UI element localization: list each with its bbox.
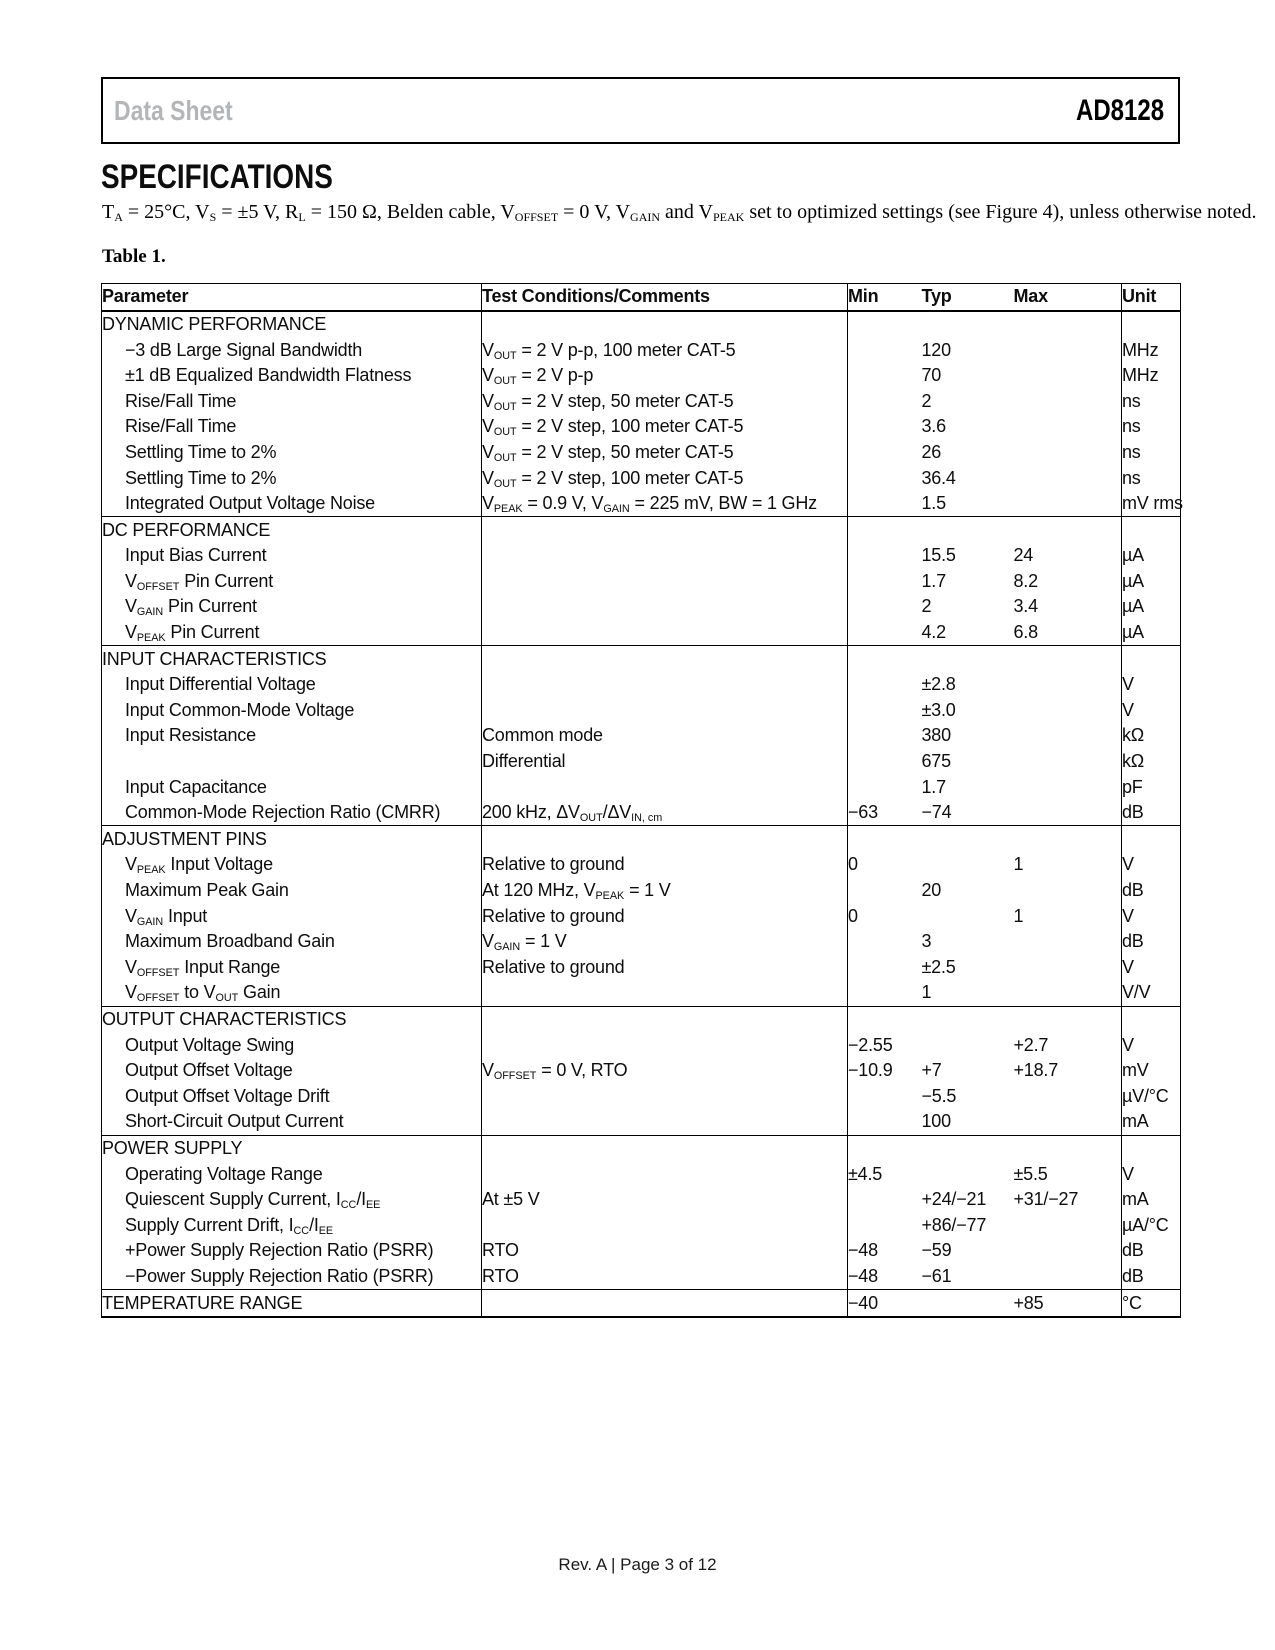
table-row <box>102 1058 1181 1084</box>
cell-unit: µV/°C <box>1122 1083 1181 1109</box>
cell-min <box>848 929 922 955</box>
cell-typ: 3 <box>921 931 932 952</box>
table-row <box>102 672 1181 698</box>
cell-min: −2.55 <box>848 1032 922 1058</box>
cell-min <box>848 774 922 800</box>
cell-min: −48 <box>848 1238 922 1264</box>
table-row <box>102 337 1181 363</box>
cell-max <box>1014 414 1122 440</box>
cell-typ <box>922 1032 1014 1058</box>
cell-max <box>1014 517 1122 543</box>
cell-param: $V_{GAIN}$ Pin Current <box>125 596 257 619</box>
cell-min <box>848 1109 922 1135</box>
cell-typ: −74 <box>921 802 952 823</box>
table-row <box>102 1187 1181 1213</box>
cell-max <box>1014 723 1122 749</box>
cell-unit: V <box>1122 1032 1181 1058</box>
table-row <box>102 311 1181 338</box>
cell-min <box>848 698 922 724</box>
cell-min <box>848 414 922 440</box>
cell-cond: 200 kHz, $\Delta V_{OUT}/\Delta V_{IN, cm}$ <box>482 800 848 826</box>
cell-cond <box>482 774 848 800</box>
cell-unit: mV rms <box>1122 491 1181 517</box>
cell-unit: ns <box>1122 440 1181 466</box>
cell-cond: $V_{OFFSET} = 0$ V, RTO <box>482 1058 848 1084</box>
cell-param: $V_{PEAK}$ Input Voltage <box>125 854 273 877</box>
cell-max: 6.8 <box>1013 622 1038 643</box>
cell-typ: 26 <box>921 441 942 462</box>
cell-cond: Differential <box>482 749 848 775</box>
cell-param <box>102 749 482 775</box>
cell-min <box>848 878 922 904</box>
cell-cond <box>482 1161 848 1187</box>
table-row <box>102 698 1181 724</box>
col-header-conditions: Test Conditions/Comments <box>482 284 848 311</box>
table-row <box>102 800 1181 826</box>
cell-min <box>848 440 922 466</box>
cell-param: Maximum Broadband Gain <box>125 931 335 952</box>
col-header-parameter: Parameter <box>102 284 482 311</box>
table-header-row <box>102 284 1181 311</box>
cell-typ <box>922 311 1014 338</box>
cell-min <box>848 672 922 698</box>
cell-cond: $V_{OUT} = 2$ V step, 100 meter CAT-5 <box>482 465 848 491</box>
cell-typ: 380 <box>921 725 951 746</box>
table-row <box>102 414 1181 440</box>
cell-unit: V <box>1122 1161 1181 1187</box>
cell-max <box>1014 1083 1122 1109</box>
cell-typ: −5.5 <box>921 1085 957 1106</box>
cell-unit: mV <box>1122 1058 1181 1084</box>
cell-unit: dB <box>1122 1238 1181 1264</box>
cell-typ: ±2.5 <box>921 956 956 977</box>
cell-param: OUTPUT CHARACTERISTICS <box>102 1006 482 1032</box>
cell-typ: −59 <box>921 1240 952 1261</box>
table-row <box>102 723 1181 749</box>
cell-param: DYNAMIC PERFORMANCE <box>102 311 482 338</box>
cell-typ: 3.6 <box>921 416 946 437</box>
cell-cond: $V_{PEAK} = 0.9$ V, $V_{GAIN} = 225$ mV, BW = 1 GHz <box>482 491 848 517</box>
cell-typ <box>922 1161 1014 1187</box>
cell-min <box>848 594 922 620</box>
cell-max: ±5.5 <box>1013 1163 1048 1184</box>
cell-typ: −61 <box>921 1265 952 1286</box>
cell-min: 0 <box>848 903 922 929</box>
cell-unit <box>1122 1135 1181 1161</box>
specifications-table <box>101 283 1181 1318</box>
cell-typ: 4.2 <box>921 622 946 643</box>
cell-max <box>1014 774 1122 800</box>
cell-min <box>848 749 922 775</box>
cell-unit: pF <box>1122 774 1181 800</box>
cell-cond <box>482 620 848 646</box>
cell-unit: V <box>1122 698 1181 724</box>
cell-cond: At 120 MHz, $V_{PEAK} = 1$ V <box>482 878 848 904</box>
cell-cond: $V_{OUT} = 2$ V step, 50 meter CAT-5 <box>482 440 848 466</box>
cell-max <box>1014 1109 1122 1135</box>
cell-cond <box>482 980 848 1006</box>
cell-max: 8.2 <box>1013 570 1038 591</box>
cell-typ: 1.7 <box>921 570 946 591</box>
cell-param: $V_{OFFSET}$ Input Range <box>125 956 281 979</box>
cell-max <box>1014 363 1122 389</box>
cell-typ <box>922 646 1014 672</box>
cell-unit: µA <box>1122 569 1181 595</box>
cell-unit: dB <box>1122 800 1181 826</box>
cell-typ <box>922 1290 1014 1317</box>
table-row <box>102 980 1181 1006</box>
cell-unit: mA <box>1122 1187 1181 1213</box>
cell-min <box>848 1212 922 1238</box>
cell-param: −Power Supply Rejection Ratio (PSRR) <box>125 1265 434 1286</box>
page-header <box>101 77 1180 144</box>
cell-typ: 675 <box>921 751 951 772</box>
table-caption: Table 1. <box>102 246 166 267</box>
table-row <box>102 491 1181 517</box>
cell-min <box>848 1006 922 1032</box>
cell-cond <box>482 517 848 543</box>
cell-unit: V/V <box>1122 980 1181 1006</box>
cell-typ <box>922 517 1014 543</box>
cell-min <box>848 363 922 389</box>
cell-min <box>848 465 922 491</box>
cell-typ <box>922 1135 1014 1161</box>
cell-param: Output Offset Voltage <box>125 1060 293 1081</box>
cell-cond: Relative to ground <box>482 954 848 980</box>
table-row <box>102 826 1181 852</box>
cell-min: ±4.5 <box>848 1161 922 1187</box>
cell-typ: +24/−21 <box>921 1189 987 1210</box>
page-title: SPECIFICATIONS <box>101 158 333 196</box>
cell-min <box>848 646 922 672</box>
cell-typ: 100 <box>921 1111 951 1132</box>
cell-max <box>1014 1006 1122 1032</box>
table-row <box>102 517 1181 543</box>
cell-typ: 2 <box>921 390 932 411</box>
table-row <box>102 569 1181 595</box>
col-header-max: Max <box>1014 284 1122 311</box>
table-body <box>102 311 1181 1317</box>
table-row <box>102 1212 1181 1238</box>
table-row <box>102 1161 1181 1187</box>
cell-min <box>848 491 922 517</box>
cell-unit: µA/°C <box>1122 1212 1181 1238</box>
cell-max <box>1014 311 1122 338</box>
cell-param: Supply Current Drift, $I_{CC}/I_{EE}$ <box>125 1214 334 1237</box>
table-row <box>102 594 1181 620</box>
table-row <box>102 1290 1181 1317</box>
cell-cond <box>482 594 848 620</box>
cell-max <box>1014 491 1122 517</box>
cell-cond: $V_{OUT} = 2$ V p-p, 100 meter CAT-5 <box>482 337 848 363</box>
cell-cond <box>482 1006 848 1032</box>
table-row <box>102 903 1181 929</box>
cell-param: Input Differential Voltage <box>125 674 316 695</box>
cell-min <box>848 954 922 980</box>
cell-cond <box>482 698 848 724</box>
cell-param: Rise/Fall Time <box>125 416 237 437</box>
cell-unit: V <box>1122 852 1181 878</box>
cell-typ: 120 <box>921 339 951 360</box>
table-row <box>102 440 1181 466</box>
cell-unit: V <box>1122 954 1181 980</box>
cell-unit: ns <box>1122 388 1181 414</box>
cell-cond <box>482 543 848 569</box>
cell-typ: +7 <box>921 1060 942 1081</box>
cell-min <box>848 826 922 852</box>
cell-min <box>848 311 922 338</box>
cell-unit <box>1122 1006 1181 1032</box>
cell-param: INPUT CHARACTERISTICS <box>102 646 482 672</box>
cell-min <box>848 517 922 543</box>
table-row <box>102 543 1181 569</box>
col-header-typ: Typ <box>922 284 1014 311</box>
cell-unit: V <box>1122 903 1181 929</box>
cell-typ: 70 <box>921 365 942 386</box>
table-row <box>102 1032 1181 1058</box>
cell-cond: RTO <box>482 1238 848 1264</box>
cell-min <box>848 569 922 595</box>
cell-max: +85 <box>1014 1290 1122 1317</box>
test-conditions-note: $T_A = 25^\circ C$, $V_S = \pm 5$ V, $R_L = 150$ Ω, Belden cable, $V_{OFFSET} = 0$ V, $V_{GAIN}$ and $V_{PEAK}$ set to optimized settings (see Figure 4), unless otherwise noted. <box>102 201 1257 225</box>
cell-cond <box>482 672 848 698</box>
cell-param: $V_{OFFSET}$ Pin Current <box>125 570 274 593</box>
cell-typ: 1.5 <box>921 493 946 514</box>
doc-type-label: Data Sheet <box>114 94 233 126</box>
cell-unit <box>1122 311 1181 338</box>
cell-cond: Common mode <box>482 723 848 749</box>
cell-typ: 20 <box>921 880 942 900</box>
cell-typ: 36.4 <box>921 467 956 488</box>
cell-min: −10.9 <box>848 1058 922 1084</box>
cell-cond <box>482 1032 848 1058</box>
cell-max: 1 <box>1013 854 1024 875</box>
cell-param: Input Bias Current <box>125 545 267 566</box>
cell-min <box>848 1083 922 1109</box>
cell-max <box>1014 337 1122 363</box>
cell-unit <box>1122 826 1181 852</box>
cell-param: Integrated Output Voltage Noise <box>125 493 375 514</box>
cell-cond: $V_{OUT} = 2$ V step, 50 meter CAT-5 <box>482 388 848 414</box>
cell-typ: ±2.8 <box>921 674 956 695</box>
cell-cond: $V_{OUT} = 2$ V step, 100 meter CAT-5 <box>482 414 848 440</box>
table-row <box>102 620 1181 646</box>
table-row <box>102 363 1181 389</box>
cell-cond: $V_{OUT} = 2$ V p-p <box>482 363 848 389</box>
cell-max <box>1014 749 1122 775</box>
cell-param: Settling Time to 2% <box>125 467 277 488</box>
cell-min: −63 <box>848 800 922 826</box>
cell-max <box>1014 465 1122 491</box>
cell-param: Rise/Fall Time <box>125 390 237 411</box>
cell-unit: µA <box>1122 594 1181 620</box>
cell-typ: ±3.0 <box>921 699 956 720</box>
cell-max <box>1014 954 1122 980</box>
cell-max <box>1014 440 1122 466</box>
cell-max: 1 <box>1013 905 1024 926</box>
cell-param: Settling Time to 2% <box>125 441 277 462</box>
cell-min <box>848 543 922 569</box>
cell-typ: 1.7 <box>921 776 946 797</box>
cell-max <box>1014 388 1122 414</box>
cell-min <box>848 620 922 646</box>
table-row <box>102 1238 1181 1264</box>
cell-cond: Relative to ground <box>482 852 848 878</box>
cell-min <box>848 1135 922 1161</box>
cell-cond <box>482 1290 848 1317</box>
cell-param: Quiescent Supply Current, $I_{CC}/I_{EE}$ <box>125 1189 381 1212</box>
cell-max <box>1014 929 1122 955</box>
cell-typ: 1 <box>921 982 932 1003</box>
cell-param: ADJUSTMENT PINS <box>102 826 482 852</box>
cell-param: Input Resistance <box>125 725 256 746</box>
table-row <box>102 852 1181 878</box>
cell-typ <box>922 1006 1014 1032</box>
cell-max <box>1014 698 1122 724</box>
cell-cond <box>482 826 848 852</box>
cell-max <box>1014 826 1122 852</box>
cell-max <box>1014 1264 1122 1290</box>
cell-unit: dB <box>1122 1264 1181 1290</box>
cell-unit: mA <box>1122 1109 1181 1135</box>
cell-cond <box>482 1083 848 1109</box>
col-header-min: Min <box>848 284 922 311</box>
cell-cond <box>482 1135 848 1161</box>
cell-unit <box>1122 646 1181 672</box>
cell-param: Output Voltage Swing <box>125 1034 295 1055</box>
cell-cond: Relative to ground <box>482 903 848 929</box>
table-row <box>102 1109 1181 1135</box>
cell-unit: µA <box>1122 620 1181 646</box>
cell-typ: 15.5 <box>921 545 956 566</box>
cell-max <box>1014 878 1122 904</box>
cell-unit: kΩ <box>1122 723 1181 749</box>
cell-typ: 2 <box>921 596 932 617</box>
cell-param: TEMPERATURE RANGE <box>102 1290 482 1317</box>
cell-min <box>848 723 922 749</box>
table-row <box>102 749 1181 775</box>
cell-unit: dB <box>1122 929 1181 955</box>
table-row <box>102 646 1181 672</box>
cell-max <box>1014 1135 1122 1161</box>
cell-unit: dB <box>1122 878 1181 904</box>
cell-max <box>1014 672 1122 698</box>
cell-max <box>1014 1212 1122 1238</box>
cell-unit: MHz <box>1122 363 1181 389</box>
cell-max <box>1014 1238 1122 1264</box>
part-number: AD8128 <box>1075 93 1164 127</box>
cell-max: +18.7 <box>1013 1060 1059 1081</box>
cell-param: −3 dB Large Signal Bandwidth <box>125 339 363 360</box>
cell-cond <box>482 1212 848 1238</box>
cell-cond <box>482 646 848 672</box>
cell-param: $V_{GAIN}$ Input <box>125 905 208 928</box>
cell-param: DC PERFORMANCE <box>102 517 482 543</box>
cell-min <box>848 388 922 414</box>
cell-unit: °C <box>1122 1290 1181 1317</box>
cell-min <box>848 1187 922 1213</box>
cell-max <box>1014 646 1122 672</box>
table-row <box>102 878 1181 904</box>
cell-typ <box>922 852 1014 878</box>
table-row <box>102 1006 1181 1032</box>
cell-param: Output Offset Voltage Drift <box>125 1085 330 1106</box>
cell-param: Input Common-Mode Voltage <box>125 699 355 720</box>
table-row <box>102 1083 1181 1109</box>
cell-param: $V_{OFFSET}$ to $V_{OUT}$ Gain <box>125 982 281 1005</box>
table-row <box>102 954 1181 980</box>
cell-min: 0 <box>848 852 922 878</box>
cell-param: Input Capacitance <box>125 776 267 797</box>
cell-min <box>848 980 922 1006</box>
cell-param: Short-Circuit Output Current <box>125 1111 344 1132</box>
cell-param: Maximum Peak Gain <box>125 880 289 900</box>
cell-max: +31/−27 <box>1013 1189 1079 1210</box>
table-row <box>102 388 1181 414</box>
cell-max: 24 <box>1013 545 1034 566</box>
cell-cond: At ±5 V <box>482 1187 848 1213</box>
table-row <box>102 774 1181 800</box>
cell-param: Operating Voltage Range <box>125 1163 323 1184</box>
cell-unit: kΩ <box>1122 749 1181 775</box>
cell-min <box>848 337 922 363</box>
cell-cond: RTO <box>482 1264 848 1290</box>
cell-unit: V <box>1122 672 1181 698</box>
cell-unit: ns <box>1122 465 1181 491</box>
cell-min: −48 <box>848 1264 922 1290</box>
cell-unit: µA <box>1122 543 1181 569</box>
cell-unit <box>1122 517 1181 543</box>
cell-cond <box>482 1109 848 1135</box>
cell-cond: $V_{GAIN} = 1$ V <box>482 929 848 955</box>
cell-param: $V_{PEAK}$ Pin Current <box>125 622 260 645</box>
table-row <box>102 465 1181 491</box>
cell-max <box>1014 800 1122 826</box>
cell-max <box>1014 980 1122 1006</box>
table-row <box>102 1264 1181 1290</box>
table-row <box>102 929 1181 955</box>
col-header-unit: Unit <box>1122 284 1181 311</box>
cell-min: −40 <box>848 1290 922 1317</box>
cell-param: ±1 dB Equalized Bandwidth Flatness <box>125 365 412 386</box>
cell-unit: MHz <box>1122 337 1181 363</box>
cell-typ <box>922 826 1014 852</box>
page-footer: Rev. A | Page 3 of 12 <box>558 1555 717 1574</box>
cell-param: +Power Supply Rejection Ratio (PSRR) <box>125 1240 434 1261</box>
cell-typ <box>922 903 1014 929</box>
cell-max: 3.4 <box>1013 596 1038 617</box>
cell-cond <box>482 569 848 595</box>
cell-typ: +86/−77 <box>921 1214 987 1235</box>
cell-max: +2.7 <box>1013 1034 1049 1055</box>
cell-param: Common-Mode Rejection Ratio (CMRR) <box>125 802 441 823</box>
cell-param: POWER SUPPLY <box>102 1135 482 1161</box>
table-row <box>102 1135 1181 1161</box>
cell-unit: ns <box>1122 414 1181 440</box>
cell-cond <box>482 311 848 338</box>
